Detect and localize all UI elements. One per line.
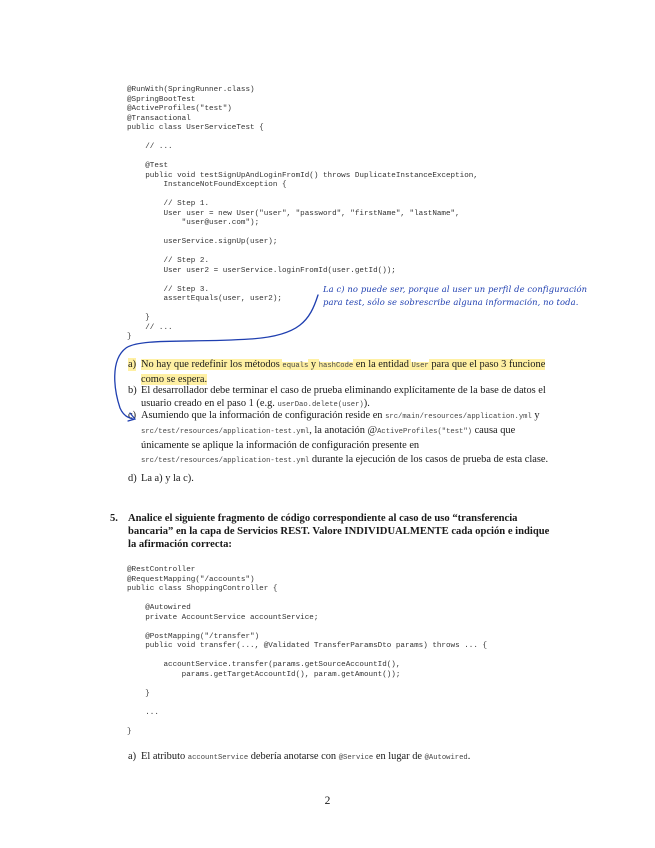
code-hashcode: hashCode bbox=[318, 362, 354, 370]
option-label: c) bbox=[128, 410, 137, 421]
option-label: a) bbox=[128, 359, 137, 370]
option-c-text-1: Asumiendo que la información de configuración reside en bbox=[141, 410, 386, 421]
code-autowired-annotation: @Autowired bbox=[424, 754, 468, 762]
page-number: 2 bbox=[324, 795, 331, 807]
q5-option-a-text-2: debería anotarse con bbox=[248, 751, 339, 762]
option-a-text-3: en la entidad bbox=[353, 359, 412, 370]
question-number: 5. bbox=[110, 513, 118, 524]
q4-option-d bbox=[128, 472, 548, 485]
question-5-text: Analice el siguiente fragmento de código correspondiente al caso de uso “transferencia bancaria” en la capa de Servicios REST. Valore INDIVIDUALMENTE cada opción e indique la afirmación correcta: bbox=[128, 513, 550, 551]
option-c-text-4: causa que únicamente se aplique la información de configuración presente en bbox=[141, 425, 516, 452]
option-a-text-2: y bbox=[308, 359, 319, 370]
option-a-text-4: para que el paso 3 funcione como se espera. bbox=[141, 359, 546, 386]
code-user: User bbox=[411, 362, 429, 370]
code-block-user-service-test: @RunWith(SpringRunner.class) @SpringBootTest @ActiveProfiles("test") @Transactional public class UserServiceTest { // ... @Test public void testSignUpAndLoginFromId() throws DuplicateInstanceException, InstanceNotFoundException { // Step 1. User user = new User("user", "password", "firstName", "lastName", "user@user.com"); userService.signUp(user); // Step 2. User user2 = userService.loginFromId(user.getId()); // Step 3. assertEquals(user, user2); } // ... } bbox=[127, 86, 478, 341]
q4-option-c bbox=[128, 409, 552, 468]
code-service-annotation: @Service bbox=[338, 754, 374, 762]
code-test-resources: src/test/resources/application-test.yml bbox=[141, 428, 310, 437]
code-test-resources-2: src/test/resources/application-test.yml bbox=[141, 456, 310, 465]
code-block-shopping-controller: @RestController @RequestMapping("/accounts") public class ShoppingController { @Autowired private AccountService accountService; @PostMapping("/transfer") public void transfer(..., @Validated TransferParamsDto params) throws ... { accountService.transfer(params.getSourceAccountId(), params.getTargetAccountId(), param.getAmount()); } ... } bbox=[127, 566, 488, 736]
option-a-text-1: No hay que redefinir los métodos bbox=[141, 359, 283, 370]
option-c-text-2: y bbox=[531, 410, 540, 421]
handwritten-note-line-2: para test, sólo se sobrescribe alguna información, no toda. bbox=[323, 297, 579, 307]
option-b-text-1: El desarrollador debe terminar el caso de prueba eliminando explícitamente de la base de datos el usuario creado en el paso 1 (e.g. bbox=[141, 385, 546, 410]
option-label: d) bbox=[128, 473, 137, 484]
q4-option-a bbox=[128, 358, 568, 386]
q5-option-a bbox=[128, 750, 568, 765]
code-account-service: accountService bbox=[187, 754, 249, 762]
code-active-profiles: ActiveProfiles("test") bbox=[377, 428, 472, 437]
option-label: b) bbox=[128, 385, 137, 396]
option-c-text-5: durante la ejecución de los casos de prueba de esta clase. bbox=[309, 453, 549, 465]
option-b-text-2: ). bbox=[363, 398, 370, 410]
option-c-text-3: , la anotación @ bbox=[309, 425, 378, 437]
option-d-text: La a) y la c). bbox=[141, 473, 194, 484]
q5-option-a-text-3: en lugar de bbox=[373, 751, 425, 762]
q5-option-a-text-4: . bbox=[467, 751, 471, 762]
code-equals: equals bbox=[282, 362, 309, 370]
code-userdao-delete: userDao.delete(user) bbox=[277, 401, 364, 410]
option-label: a) bbox=[128, 751, 137, 762]
code-main-resources: src/main/resources/application.yml bbox=[385, 413, 532, 421]
handwritten-note-line-1: La c) no puede ser, porque al user un perfil de configuración bbox=[323, 284, 588, 294]
q5-option-a-text-1: El atributo bbox=[141, 751, 188, 762]
question-5 bbox=[110, 512, 550, 552]
handwritten-note bbox=[323, 283, 587, 309]
